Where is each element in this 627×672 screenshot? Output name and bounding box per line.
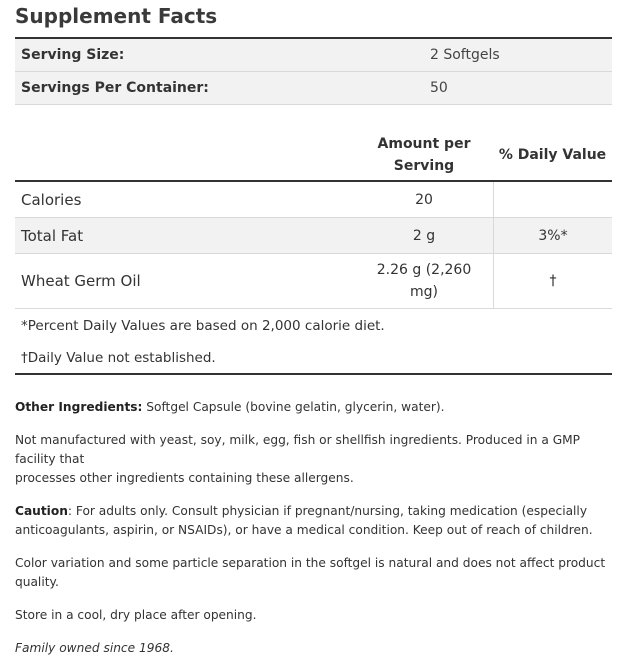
- percent-daily-footnote: *Percent Daily Values are based on 2,000 calorie diet.: [21, 317, 385, 334]
- other-ingredients-text: Softgel Capsule (bovine gelatin, glycerin, water).: [142, 400, 445, 414]
- page-title: Supplement Facts: [15, 4, 218, 28]
- servings-per-container-row: [15, 72, 612, 105]
- nutrient-table-header: [15, 130, 612, 182]
- servings-per-container-label: Servings Per Container:: [21, 80, 209, 96]
- nutrient-amount: 2 g: [412, 227, 436, 244]
- other-ingredients: [15, 398, 615, 417]
- storage-note: Store in a cool, dry place after opening.: [15, 608, 257, 622]
- nutrient-table: [15, 130, 612, 375]
- product-notes: [15, 398, 615, 672]
- serving-size-value: 2 Softgels: [430, 47, 500, 63]
- color-variation-note: Color variation and some particle separation in the softgel is natural and does not affect product quality.: [15, 556, 606, 589]
- daily-value-header: % Daily Value: [498, 147, 607, 163]
- caution-statement: Caution: For adults only. Consult physician if pregnant/nursing, taking medication (especially anticoagulants, aspirin, or NSAIDs), or have a medical condition. Keep out of reach of children.: [15, 504, 593, 537]
- table-row: [15, 218, 612, 254]
- nutrient-amount: 2.26 g (2,260 mg): [376, 262, 472, 300]
- table-row: [15, 254, 612, 309]
- amount-per-serving-header: Amount per Serving: [377, 136, 471, 174]
- dagger-footnote: †Daily Value not established.: [15, 342, 612, 375]
- servings-per-container-value: 50: [430, 80, 448, 96]
- nutrient-name: Total Fat: [21, 226, 84, 245]
- nutrient-name: Calories: [21, 190, 82, 209]
- nutrient-dv: †: [493, 254, 612, 308]
- nutrient-dv: [493, 182, 612, 217]
- serving-size-label: Serving Size:: [21, 47, 125, 63]
- serving-size-row: [15, 39, 612, 72]
- serving-info-table: [15, 37, 612, 105]
- allergen-statement: Not manufactured with yeast, soy, milk, egg, fish or shellfish ingredients. Produced in a GMP facility that processes other ingredients containing these allergens.: [15, 433, 581, 485]
- table-row: [15, 182, 612, 218]
- nutrient-name: Wheat Germ Oil: [21, 272, 141, 290]
- nutrient-dv: 3%*: [493, 218, 612, 253]
- nutrient-amount: 20: [415, 191, 433, 208]
- family-owned-note: Family owned since 1968.: [15, 641, 174, 655]
- caution-label: Caution: [15, 504, 68, 518]
- other-ingredients-label: Other Ingredients:: [15, 400, 143, 414]
